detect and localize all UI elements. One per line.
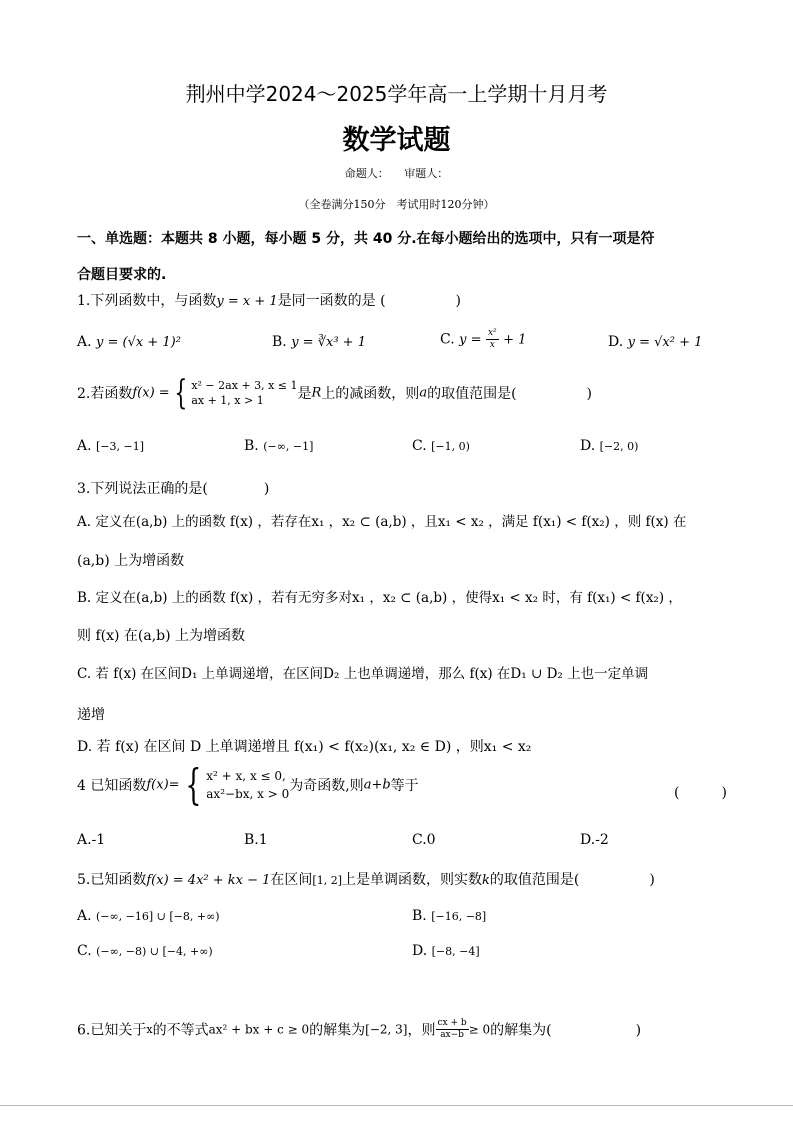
q1-option-a-label: A. xyxy=(77,334,92,350)
q2-option-a xyxy=(77,438,144,454)
q2-case1: x² − 2ax + 3, x ≤ 1 xyxy=(191,379,298,392)
q1-option-a xyxy=(77,334,181,350)
q4-brace: { xyxy=(184,760,201,809)
q4-option-b: B.1 xyxy=(244,832,268,848)
q1-option-c-label: C. xyxy=(440,331,455,348)
q1-option-c-pre: y = xyxy=(459,332,482,348)
q2-option-d-text: [−2, 0) xyxy=(599,440,639,453)
q5-stem-c: 上是单调函数，则实数 xyxy=(342,872,482,888)
q2-case2: ax + 1, x > 1 xyxy=(191,394,264,407)
q6-solution-set: [−2, 3] xyxy=(365,1022,408,1037)
q2-stem-c: 上的减函数，则 xyxy=(321,386,420,402)
q6-inequality2: ≥ 0 xyxy=(468,1022,491,1037)
q2-stem-d: 的取值范围是( ) xyxy=(427,386,593,402)
q6-stem-e: 的解集为( ) xyxy=(490,1022,642,1039)
q6-stem-b: 的不等式 xyxy=(152,1022,209,1039)
q5-option-a-text: (−∞, −16] ∪ [−8, +∞) xyxy=(96,910,220,923)
q4-paren: ( ) xyxy=(674,785,727,801)
q4-option-c: C.0 xyxy=(412,832,436,848)
q6-stem xyxy=(77,1018,641,1041)
q5-option-a xyxy=(77,908,220,924)
q1-stem-b: 是同一函数的是 ( ) xyxy=(277,293,461,309)
q5-stem-b: 在区间 xyxy=(270,872,313,888)
q2-brace: { xyxy=(174,373,187,413)
q3-option-d-line1: D. 若 f(x) 在区间 D 上单调递增且 f(x₁) < f(x₂)(x₁, x₂ ∈ D) ，则x₁ < x₂ xyxy=(77,739,532,755)
q5-stem xyxy=(77,869,655,889)
q1-option-d-label: D. xyxy=(608,334,624,350)
q3-option-a-line1: A. 定义在(a,b) 上的函数 f(x) ，若存在x₁ ，x₂ ⊂ (a,b) ，且x₁ < x₂ ，满足 f(x₁) < f(x₂) ，则 f(x) 在 xyxy=(77,514,687,530)
q6-stem-a: 6.已知关于 xyxy=(77,1022,147,1039)
q1-option-c xyxy=(440,328,526,351)
q2-a: a xyxy=(419,385,428,401)
q2-stem-b: 是 xyxy=(297,386,312,402)
q4-option-d: D.-2 xyxy=(580,832,609,848)
q2-stem xyxy=(77,373,593,413)
q4-case2: ax²−bx, x > 0 xyxy=(206,787,290,801)
q1-stem-a: 1.下列函数中，与函数 xyxy=(77,293,217,309)
authors-line xyxy=(0,165,793,181)
q2-func-name: f(x) = xyxy=(132,385,170,401)
q3-option-a-line2: (a,b) 上为增函数 xyxy=(77,553,185,569)
setter-label: 命题人： xyxy=(344,167,389,180)
q5-option-d xyxy=(412,943,480,959)
q2-option-d-label: D. xyxy=(580,438,596,454)
q4-stem-a: 4 已知函数 xyxy=(77,778,147,794)
q2-R: R xyxy=(311,385,322,401)
q2-option-b-text: (−∞, −1] xyxy=(263,440,314,453)
q6-stem-d: ，则 xyxy=(407,1022,436,1039)
q5-k: k xyxy=(482,873,490,888)
q2-option-c-text: [−1, 0) xyxy=(431,440,470,453)
q2-option-a-text: [−3, −1] xyxy=(96,440,145,453)
q6-inequality: ax² + bx + c ≥ 0 xyxy=(208,1022,310,1037)
q1-option-b-label: B. xyxy=(272,334,287,350)
q5-option-d-text: [−8, −4] xyxy=(431,945,480,958)
q5-stem-a: 5.已知函数 xyxy=(77,872,147,888)
q6-fraction xyxy=(436,1018,469,1041)
q2-cases xyxy=(191,378,297,408)
q4-func-name: f(x)= xyxy=(146,777,180,793)
q1-option-d-text: y = √x² + 1 xyxy=(627,335,703,350)
q1-stem xyxy=(77,290,461,310)
q6-stem-c: 的解集为 xyxy=(309,1022,366,1039)
q3-option-c-line1: C. 若 f(x) 在区间D₁ 上单调递增，在区间D₂ 上也单调递增，那么 f(x) 在D₁ ∪ D₂ 上也一定单调 xyxy=(77,666,649,682)
reviewer-label: 审题人： xyxy=(404,167,449,180)
q2-option-a-label: A. xyxy=(77,438,92,454)
q5-option-c xyxy=(77,943,213,959)
q5-option-b xyxy=(412,908,486,924)
q4-case1: x² + x, x ≤ 0, xyxy=(206,769,286,783)
q5-func: f(x) = 4x² + kx − 1 xyxy=(146,873,271,888)
q6-frac-num: cx + b xyxy=(437,1018,467,1028)
page-bottom-divider xyxy=(0,1105,793,1106)
q4-stem-b: 为奇函数,则 xyxy=(289,778,364,794)
q4-cases xyxy=(206,767,289,803)
q1-option-c-num: x² xyxy=(487,328,497,338)
q5-option-c-label: C. xyxy=(77,943,92,959)
q2-option-c-label: C. xyxy=(412,438,427,454)
section-heading-line1: 一、单选题：本题共 8 小题，每小题 5 分，共 40 分.在每小题给出的选项中，只有一项是符 xyxy=(77,231,655,247)
section-heading-line2: 合题目要求的. xyxy=(77,267,167,283)
exam-subject: 数学试题 xyxy=(342,125,451,156)
q5-stem-d: 的取值范围是( ) xyxy=(489,872,655,888)
q3-option-c-line2: 递增 xyxy=(77,707,105,723)
q3-stem: 3.下列说法正确的是( ) xyxy=(77,481,270,497)
q5-option-b-label: B. xyxy=(412,908,427,924)
q2-stem-a: 2.若函数 xyxy=(77,386,133,402)
q1-option-a-text: y = (√x + 1)² xyxy=(96,335,181,350)
q1-option-d xyxy=(608,334,702,350)
q1-option-c-fraction xyxy=(486,328,499,351)
q4-stem xyxy=(77,760,419,809)
q1-option-b-text: y = ∛x³ + 1 xyxy=(291,335,366,350)
q1-option-c-post: + 1 xyxy=(503,332,527,348)
q3-option-b-line1: B. 定义在(a,b) 上的函数 f(x) ，若有无穷多对x₁ ，x₂ ⊂ (a,b) ，使得x₁ < x₂ 时，有 f(x₁) < f(x₂) ， xyxy=(77,590,682,606)
q3-option-b-line2: 则 f(x) 在(a,b) 上为增函数 xyxy=(77,628,246,644)
exam-title: 荆州中学2024～2025学年高一上学期十月月考 xyxy=(185,82,608,106)
q4-expr: a+b xyxy=(363,777,391,793)
q1-func: y = x + 1 xyxy=(216,294,278,309)
q5-option-b-text: [−16, −8] xyxy=(431,910,487,923)
q5-option-d-label: D. xyxy=(412,943,428,959)
q2-option-c xyxy=(412,438,470,454)
q4-option-a: A.-1 xyxy=(77,832,106,848)
q2-option-b xyxy=(244,438,313,454)
q2-option-d xyxy=(580,438,638,454)
exam-note: （全卷满分150分 考试用时120分钟） xyxy=(298,198,495,211)
q4-stem-c: 等于 xyxy=(390,778,419,794)
q6-x: x xyxy=(146,1023,153,1036)
q5-option-a-label: A. xyxy=(77,908,92,924)
q6-frac-den: ax−b xyxy=(440,1030,464,1040)
q1-option-c-den: x xyxy=(489,340,495,350)
q1-option-b xyxy=(272,334,366,350)
q5-option-c-text: (−∞, −8) ∪ [−4, +∞) xyxy=(96,945,213,958)
q2-option-b-label: B. xyxy=(244,438,259,454)
q5-interval: [1, 2] xyxy=(312,874,342,887)
